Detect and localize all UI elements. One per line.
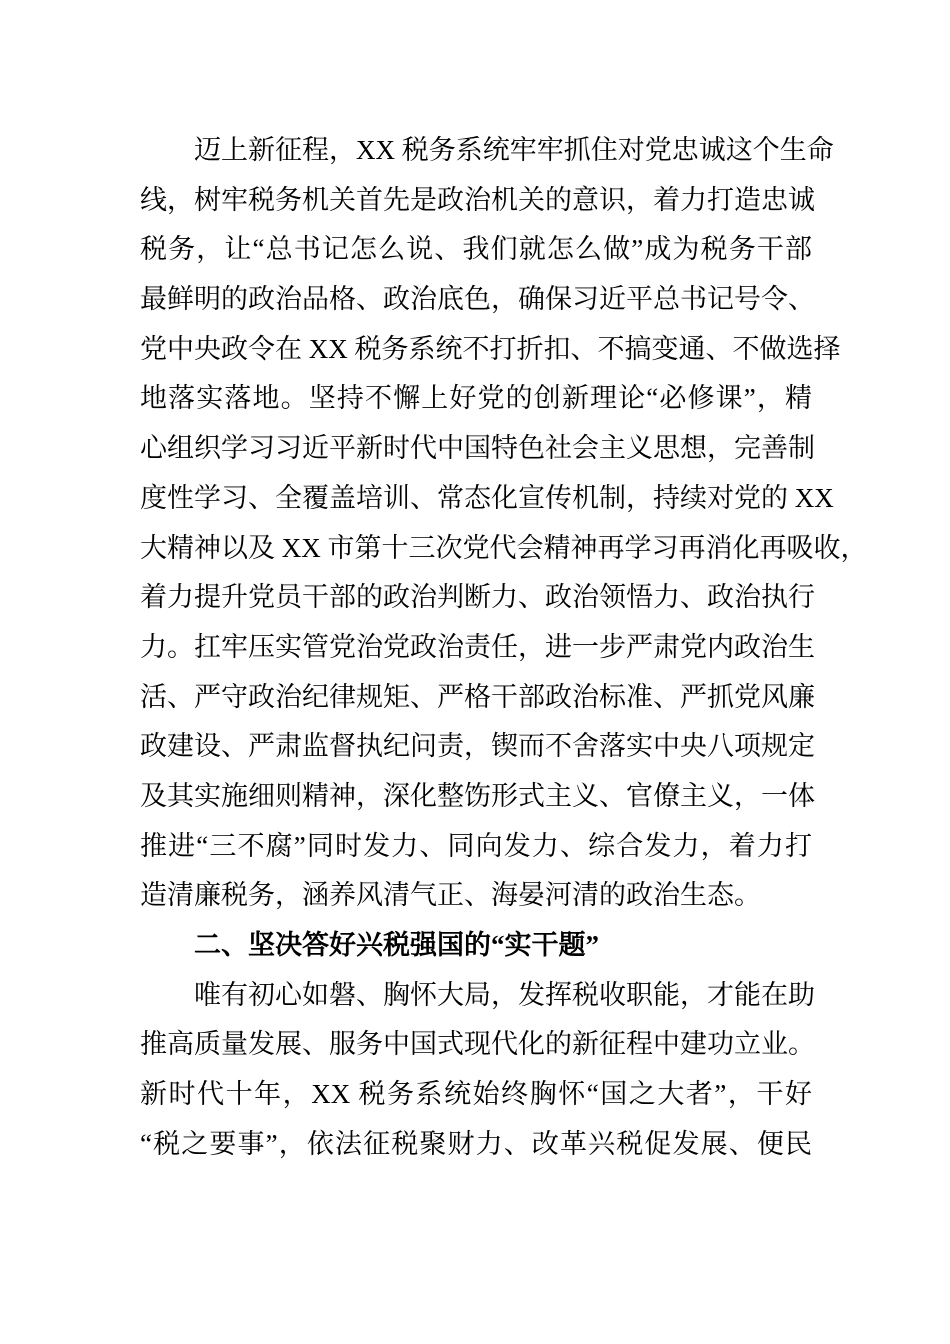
doc-line: 度性学习、全覆盖培训、常态化宣传机制，持续对党的 XX: [140, 482, 834, 513]
doc-line: 推高质量发展、服务中国式现代化的新征程中建功立业。: [140, 1029, 815, 1060]
doc-line: 税务，让“总书记怎么说、我们就怎么做”成为税务干部: [140, 234, 812, 265]
doc-line: 着力提升党员干部的政治判断力、政治领悟力、政治执行: [140, 582, 815, 613]
doc-line: 活、严守政治纪律规矩、严格干部政治标准、严抓党风廉: [140, 681, 815, 712]
doc-line: 唯有初心如磐、胸怀大局，发挥税收职能，才能在助: [194, 979, 815, 1010]
section-heading: 二、坚决答好兴税强国的“实干题”: [194, 930, 599, 960]
doc-line: 最鲜明的政治品格、政治底色，确保习近平总书记号令、: [140, 284, 815, 315]
doc-line: 心组织学习习近平新时代中国特色社会主义思想，完善制: [140, 433, 815, 464]
doc-line: 大精神以及 XX 市第十三次党代会精神再学习再消化再吸收，: [140, 532, 868, 563]
text-block: [140, 126, 868, 1169]
doc-line: “税之要事”，依法征税聚财力、改革兴税促发展、便民: [140, 1128, 812, 1159]
doc-line: 及其实施细则精神，深化整饬形式主义、官僚主义，一体: [140, 780, 815, 811]
doc-line: 造清廉税务，涵养风清气正、海晏河清的政治生态。: [140, 880, 761, 911]
doc-line: 迈上新征程，XX 税务系统牢牢抓住对党忠诚这个生命: [194, 135, 834, 165]
doc-line: 新时代十年，XX 税务系统始终胸怀“国之大者”，干好: [140, 1079, 812, 1110]
doc-line: 力。扛牢压实管党治党政治责任，进一步严肃党内政治生: [140, 631, 815, 662]
doc-line: 线，树牢税务机关首先是政治机关的意识，着力打造忠诚: [140, 184, 815, 215]
doc-line: 政建设、严肃监督执纪问责，锲而不舍落实中央八项规定: [140, 731, 815, 762]
doc-line: 地落实落地。坚持不懈上好党的创新理论“必修课”，精: [140, 383, 812, 414]
doc-line: 推进“三不腐”同时发力、同向发力、综合发力，着力打: [140, 830, 812, 861]
doc-line: 党中央政令在 XX 税务系统不打折扣、不搞变通、不做选择: [140, 333, 841, 364]
